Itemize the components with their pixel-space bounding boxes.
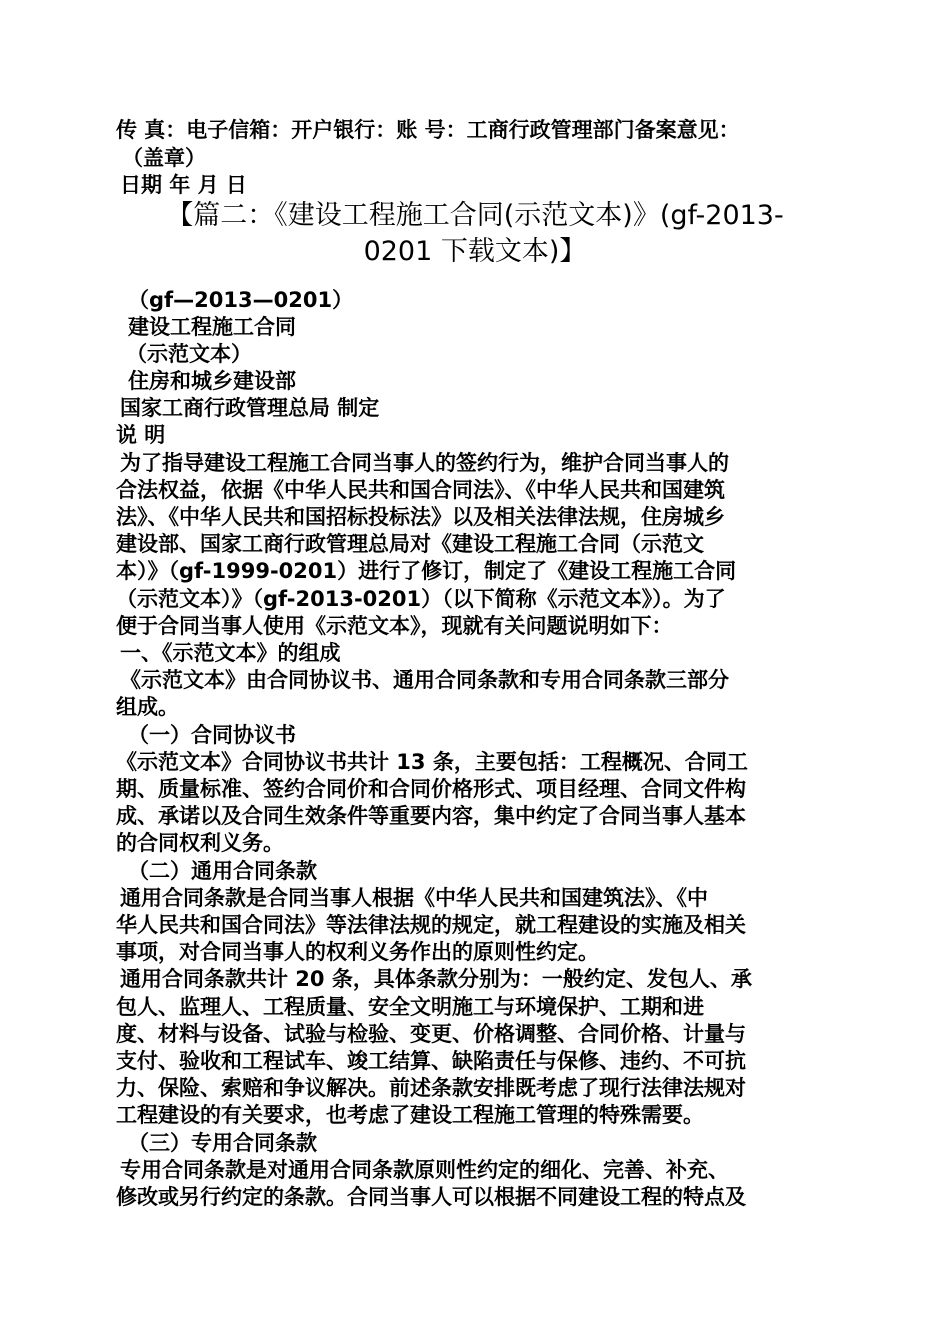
header-contact-line: 传 真：电子信箱：开户银行：账 号：工商行政管理部门备案意见： [116,118,740,142]
section-heading-composition: 一、《示范文本》的组成 [120,641,341,665]
paragraph-line: 法》、《中华人民共和国招标投标法》以及相关法律法规，住房城乡 [116,505,725,529]
paragraph-line: 《示范文本》合同协议书共计 13 条，主要包括：工程概况、合同工 [116,750,748,774]
section-heading-line-1: 【篇二：《建设工程施工合同(示范文本)》(gf-2013- [166,200,784,231]
paragraph-line: 便于合同当事人使用《示范文本》，现就有关问题说明如下： [116,614,673,638]
subheading-special-terms: （三）专用合同条款 [128,1131,317,1155]
paragraph-line: 华人民共和国合同法》等法律法规的规定，就工程建设的实施及相关 [116,913,746,937]
paragraph-line: 事项，对合同当事人的权利义务作出的原则性约定。 [116,940,599,964]
paragraph-line: 修改或另行约定的条款。合同当事人可以根据不同建设工程的特点及 [116,1185,746,1209]
paragraph-line: 建设部、国家工商行政管理总局对《建设工程施工合同（示范文 [116,532,704,556]
paragraph-line: 力、保险、索赔和争议解决。前述条款安排既考虑了现行法律法规对 [116,1076,746,1100]
paragraph-line: 度、材料与设备、试验与检验、变更、价格调整、合同价格、计量与 [116,1022,746,1046]
header-date-line: 日期 年 月 日 [120,173,247,197]
paragraph-line: 组成。 [116,695,179,719]
paragraph-line: 成、承诺以及合同生效条件等重要内容，集中约定了合同当事人基本 [116,804,746,828]
issuer-ministry: 住房和城乡建设部 [128,369,296,393]
standard-code: （gf—2013—0201） [128,288,354,312]
header-seal-line: （盖章） [122,146,206,170]
paragraph-line: 包人、监理人、工程质量、安全文明施工与环境保护、工期和进 [116,995,704,1019]
paragraph-line: （示范文本）》（gf-2013-0201）（以下简称《示范文本》）。为了 [116,587,726,611]
subheading-general-terms: （二）通用合同条款 [128,859,317,883]
paragraph-line: 专用合同条款是对通用合同条款原则性约定的细化、完善、补充、 [120,1158,729,1182]
paragraph-line: 合法权益，依据《中华人民共和国合同法》、《中华人民共和国建筑 [116,478,725,502]
paragraph-line: 通用合同条款是合同当事人根据《中华人民共和国建筑法》、《中 [120,886,708,910]
issuer-administration: 国家工商行政管理总局 制定 [120,396,380,420]
paragraph-line: 期、质量标准、签约合同价和合同价格形式、项目经理、合同文件构 [116,777,746,801]
paragraph-line: 本）》（gf-1999-0201）进行了修订，制定了《建设工程施工合同 [116,559,737,583]
paragraph-line: 的合同权利义务。 [116,831,284,855]
contract-title: 建设工程施工合同 [128,315,296,339]
paragraph-line: 为了指导建设工程施工合同当事人的签约行为，维护合同当事人的 [120,451,729,475]
explanation-heading: 说 明 [116,423,166,447]
subheading-agreement: （一）合同协议书 [128,723,296,747]
section-heading-line-2: 0201 下载文本)】 [363,236,587,267]
paragraph-line: 工程建设的有关要求，也考虑了建设工程施工管理的特殊需要。 [116,1103,704,1127]
paragraph-line: 通用合同条款共计 20 条，具体条款分别为：一般约定、发包人、承 [120,967,752,991]
paragraph-line: 《示范文本》由合同协议书、通用合同条款和专用合同条款三部分 [120,668,729,692]
contract-subtitle: （示范文本） [126,342,252,366]
paragraph-line: 支付、验收和工程试车、竣工结算、缺陷责任与保修、违约、不可抗 [116,1049,746,1073]
